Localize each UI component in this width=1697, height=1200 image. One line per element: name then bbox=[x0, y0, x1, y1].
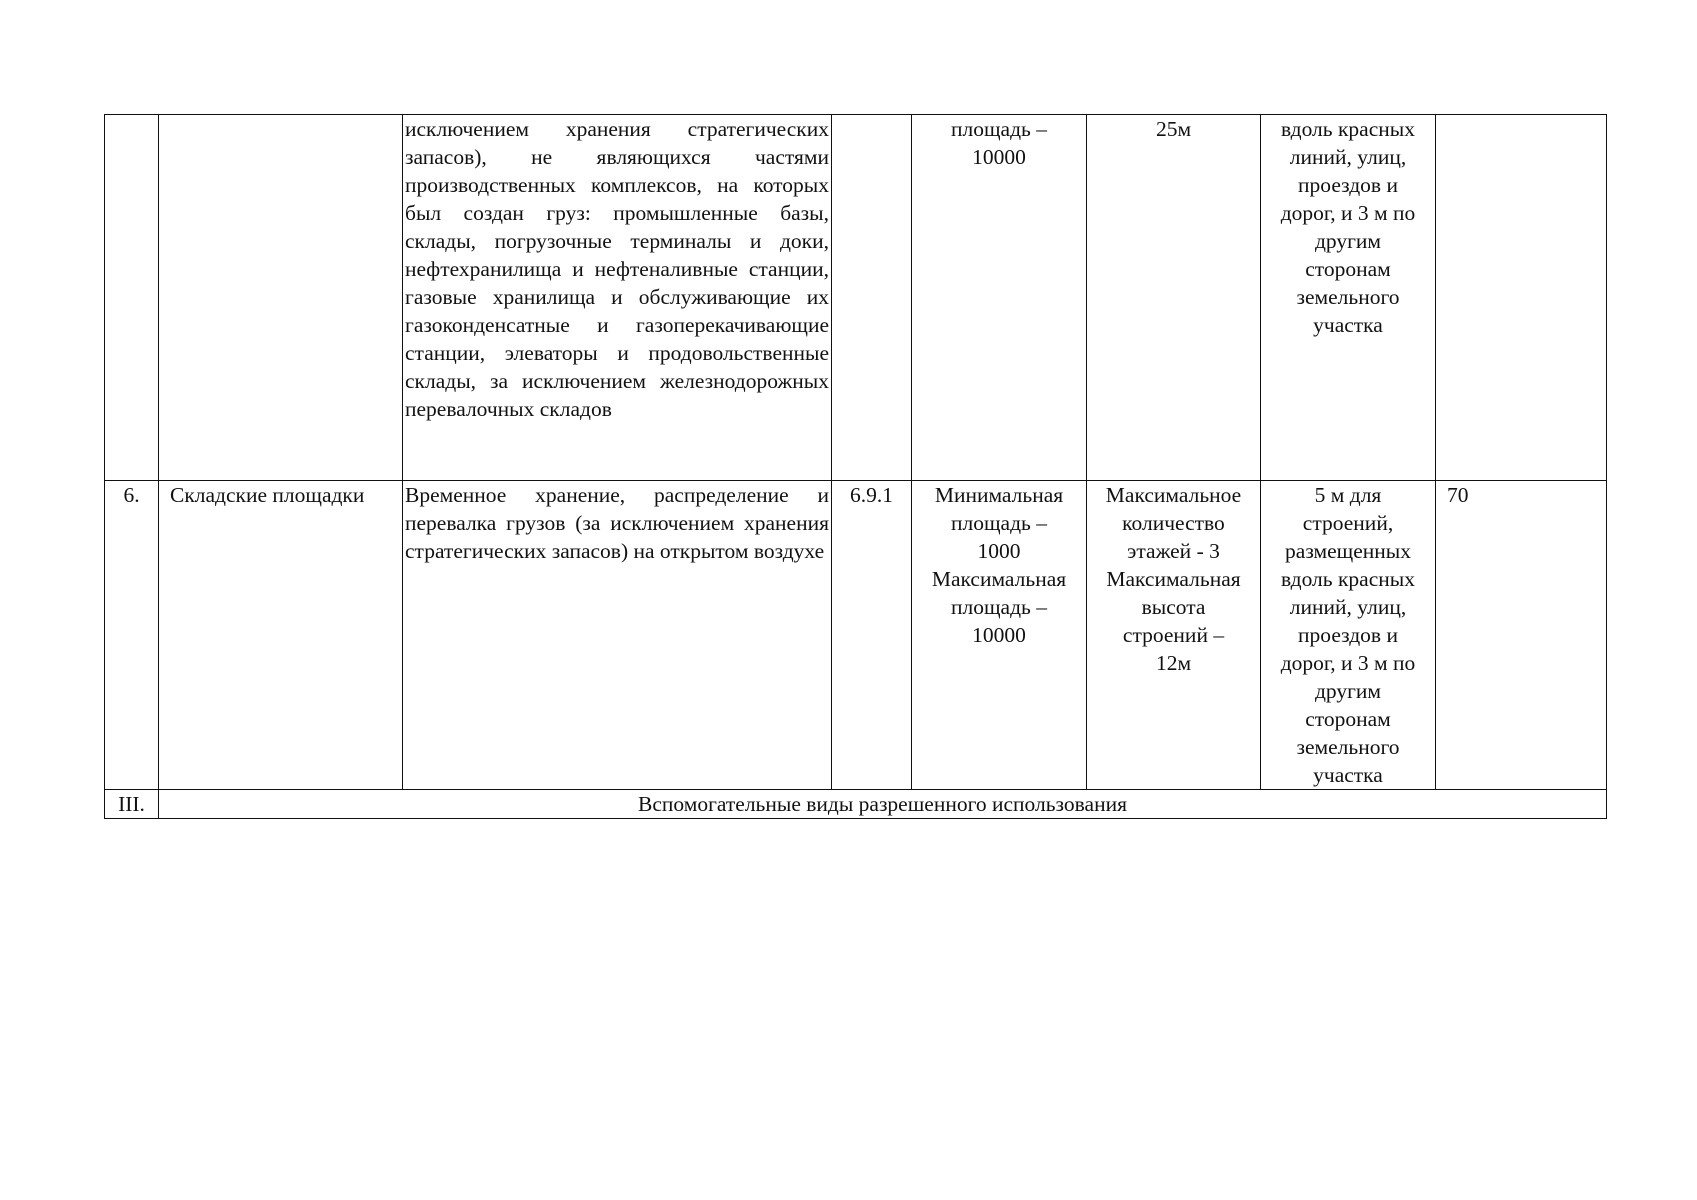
cell-line: строений, bbox=[1302, 511, 1394, 535]
cell-line: площадь – bbox=[951, 117, 1047, 141]
cell-line: вдоль красных bbox=[1281, 117, 1415, 141]
use-name-cell bbox=[159, 115, 403, 481]
cell-line: участка bbox=[1313, 763, 1383, 787]
section-header-row bbox=[105, 790, 1607, 819]
cell-line: 25м bbox=[1155, 117, 1192, 141]
cell-line: дорог, и 3 м по bbox=[1280, 201, 1416, 225]
cell-line: высота bbox=[1141, 595, 1206, 619]
use-description-cell: исключением хранения стратегических запасов), не являющихся частями производственных комплексов, на которых был создан груз: промышленные базы, склады, погрузочные терминалы и доки, нефтехранилища и нефтеналивные станции, газовые хранилища и обслуживающие их газоконденсатные и газоперекачивающие станции, элеваторы и продовольственные склады, за исключением железнодорожных перевалочных складов bbox=[403, 115, 832, 481]
use-code-cell: 6.9.1 bbox=[832, 481, 912, 790]
cell-line: Максимальная bbox=[1106, 567, 1241, 591]
plot-area-cell bbox=[912, 481, 1087, 790]
cell-line: площадь – bbox=[951, 595, 1047, 619]
cell-line: этажей - 3 bbox=[1127, 539, 1220, 563]
cell-line: площадь – bbox=[951, 511, 1047, 535]
use-description-cell: Временное хранение, распределение и перевалка грузов (за исключением хранения стратегических запасов) на открытом воздухе bbox=[403, 481, 832, 790]
cell-line: земельного bbox=[1296, 735, 1400, 759]
use-code-cell bbox=[832, 115, 912, 481]
cell-line: дорог, и 3 м по bbox=[1280, 651, 1416, 675]
building-height-cell bbox=[1087, 481, 1261, 790]
table-row-continued bbox=[105, 115, 1607, 481]
cell-line: размещенных bbox=[1285, 539, 1411, 563]
cell-line: проездов и bbox=[1298, 623, 1398, 647]
cell-line: строений – bbox=[1122, 623, 1225, 647]
building-height-cell bbox=[1087, 115, 1261, 481]
land-use-regulations-table bbox=[104, 114, 1607, 819]
cell-line: линий, улиц, bbox=[1289, 145, 1407, 169]
row-number-cell bbox=[105, 115, 159, 481]
section-number-cell: III. bbox=[105, 790, 159, 819]
cell-line: количество bbox=[1122, 511, 1225, 535]
building-percent-cell: 70 bbox=[1436, 481, 1607, 790]
cell-line: Максимальная bbox=[931, 567, 1067, 591]
table-row-6 bbox=[105, 481, 1607, 790]
row-number-cell: 6. bbox=[105, 481, 159, 790]
plot-area-cell bbox=[912, 115, 1087, 481]
cell-line: 1000 bbox=[977, 539, 1021, 563]
cell-line: 10000 bbox=[972, 145, 1026, 169]
cell-line: другим bbox=[1314, 229, 1382, 253]
cell-line: земельного bbox=[1296, 285, 1400, 309]
use-name-cell: Складские площадки bbox=[159, 481, 403, 790]
setback-cell bbox=[1261, 481, 1436, 790]
cell-line: 12м bbox=[1155, 651, 1192, 675]
cell-line: 5 м для bbox=[1314, 483, 1382, 507]
cell-line: сторонам bbox=[1305, 707, 1391, 731]
cell-line: проездов и bbox=[1298, 173, 1398, 197]
cell-line: Минимальная bbox=[934, 483, 1064, 507]
cell-line: сторонам bbox=[1305, 257, 1391, 281]
cell-line: 10000 bbox=[972, 623, 1026, 647]
cell-line: участка bbox=[1313, 313, 1383, 337]
cell-line: другим bbox=[1314, 679, 1382, 703]
cell-line: Максимальное bbox=[1105, 483, 1242, 507]
setback-cell bbox=[1261, 115, 1436, 481]
cell-line: вдоль красных bbox=[1281, 567, 1415, 591]
cell-line: линий, улиц, bbox=[1289, 595, 1407, 619]
building-percent-cell bbox=[1436, 115, 1607, 481]
section-title-cell: Вспомогательные виды разрешенного использования bbox=[159, 790, 1607, 819]
